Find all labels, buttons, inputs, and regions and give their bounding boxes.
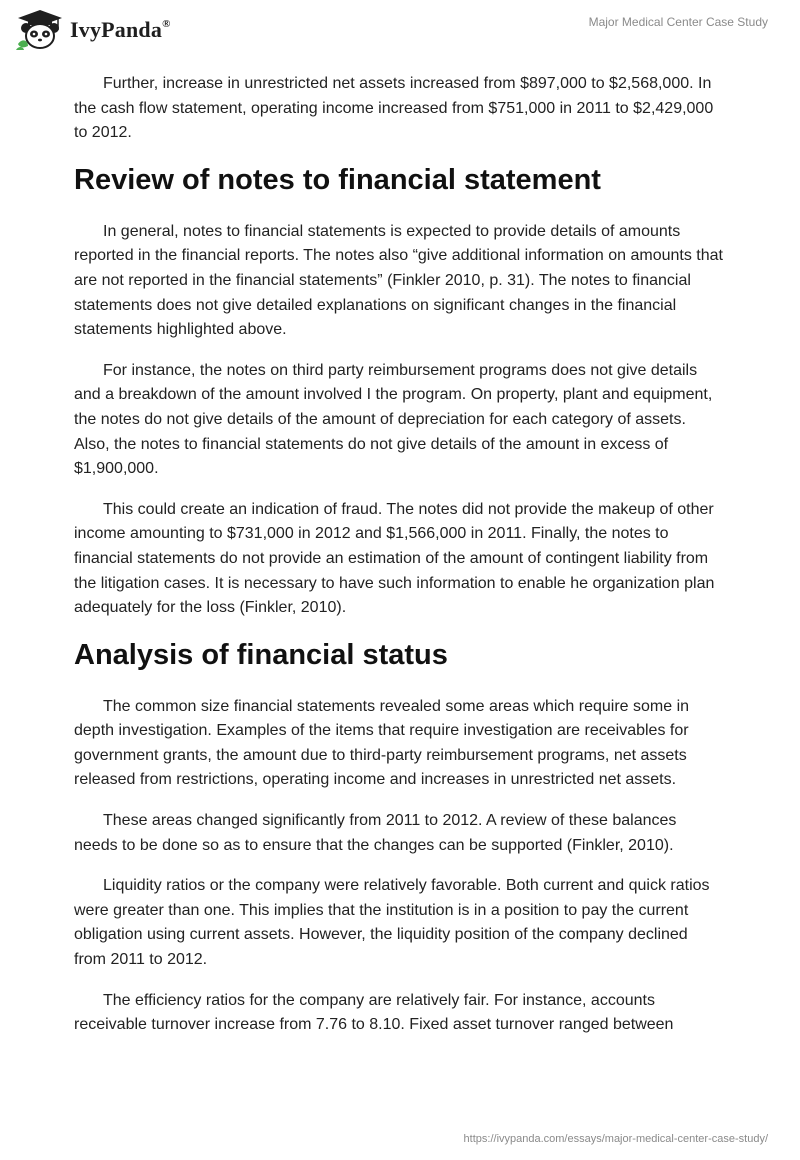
section-heading-review: Review of notes to financial statement [74, 163, 601, 196]
panda-graduate-icon [14, 8, 66, 52]
paragraph: These areas changed significantly from 2011 to 2012. A review of these balances needs to be done so as to ensure that the changes can be supported (Finkler, 2010). [74, 812, 677, 854]
paragraph: This could create an indication of fraud. The notes did not provide the makeup of other income amounting to $731,000 in 2012 and $1,566,000 in 2011. Finally, the notes to financial statements do not provide an estimation of the amount of contingent liability from the litigation cases. It is necessary to have such information to enable he organization plan adequately for the loss (Finkler, 2010). [74, 500, 715, 617]
source-url[interactable]: https://ivypanda.com/essays/major-medical-center-case-study/ [463, 1133, 768, 1145]
paragraph: In general, notes to financial statements is expected to provide details of amounts reported in the financial reports. The notes also “give additional information on amounts that are not reported in the financial statements” (Finkler 2010, p. 31). The notes to financial statements does not give detailed explanations on significant changes in the financial statements highlighted above. [74, 222, 723, 339]
essay-body [74, 72, 724, 1054]
logo-text: IvyPanda® [70, 17, 171, 42]
document-title: Major Medical Center Case Study [588, 15, 768, 29]
paragraph: The efficiency ratios for the company are relatively fair. For instance, accounts receivable turnover increase from 7.76 to 8.10. Fixed asset turnover ranged between [74, 991, 674, 1034]
section-heading-analysis: Analysis of financial status [74, 638, 448, 671]
paragraph: For instance, the notes on third party reimbursement programs does not give details and a breakdown of the amount involved I the program. On property, plant and equipment, the notes do not give details of the amount of depreciation for each category of assets. Also, the notes to financial statements do not give details of the amount in excess of $1,900,000. [74, 361, 713, 478]
page-header [0, 0, 800, 70]
paragraph: The common size financial statements revealed some areas which require some in depth investigation. Examples of the items that require investigation are receivables for government grants, the amount due to third-party reimbursement programs, net assets released from restrictions, operating income and increases in unrestricted net assets. [74, 697, 690, 789]
ivypanda-logo[interactable] [14, 8, 171, 52]
paragraph: Further, increase in unrestricted net assets increased from $897,000 to $2,568,000. In the cash flow statement, operating income increased from $751,000 in 2011 to $2,429,000 to 2012. [74, 75, 714, 142]
paragraph: Liquidity ratios or the company were relatively favorable. Both current and quick ratios were greater than one. This implies that the institution is in a position to pay the current obligation using current assets. However, the liquidity position of the company declined from 2011 to 2012. [74, 877, 710, 969]
